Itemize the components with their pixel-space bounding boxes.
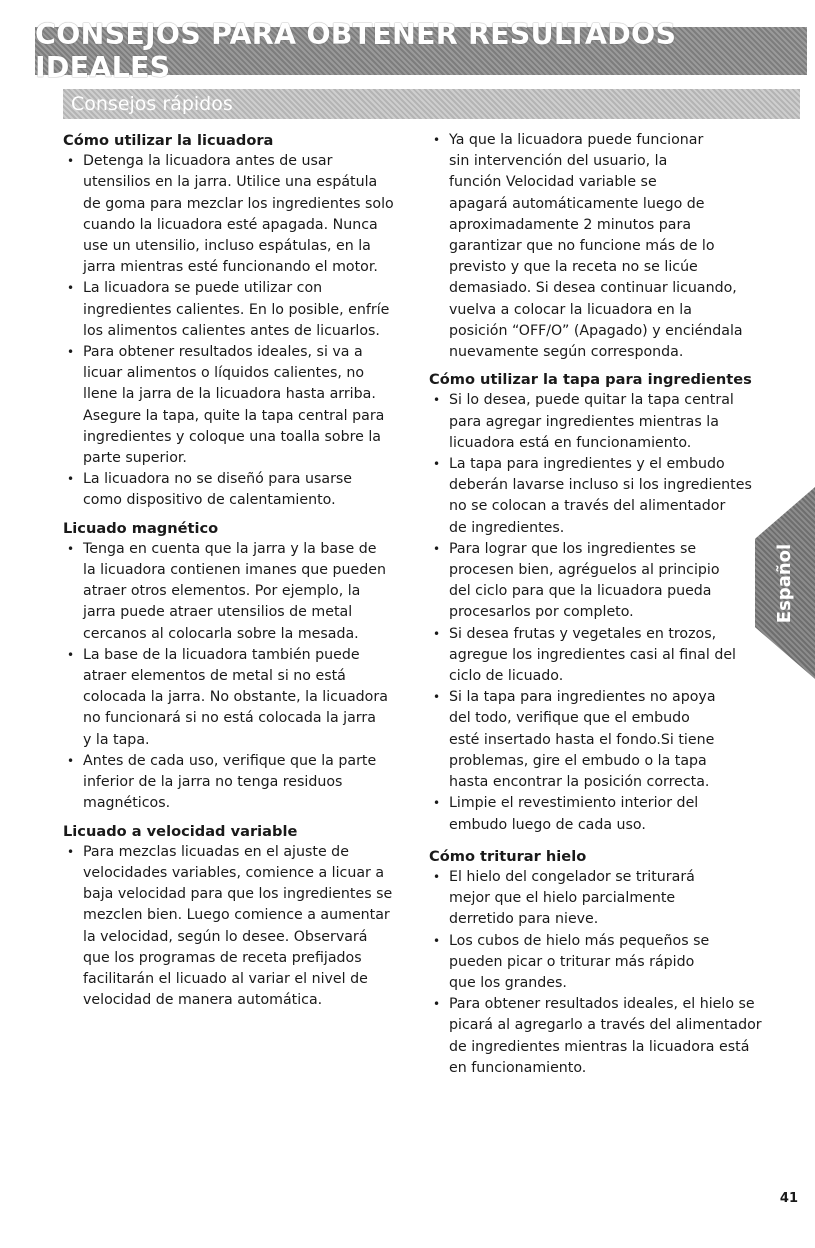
section-crush-ice xyxy=(429,846,774,1079)
section-magnetic-blending xyxy=(63,518,408,815)
list-item: • Si la tapa para ingredientes no apoya del todo, verifique que el embudo esté insertado hasta el fondo.Si tiene problemas, gire el embudo o la tapa hasta encontrar la posición correcta. xyxy=(429,687,774,793)
list-item: • Tenga en cuenta que la jarra y la base de la licuadora contienen imanes que pueden atraer otros elementos. Por ejemplo, la jarra puede atraer utensilios de metal cercanos al colocarla sobre la mesada. xyxy=(63,539,408,645)
section-heading: Cómo triturar hielo xyxy=(429,847,587,865)
page-title: CONSEJOS PARA OBTENER RESULTADOS IDEALES xyxy=(35,18,677,84)
left-column xyxy=(63,130,408,1017)
list-item: • Los cubos de hielo más pequeños se pueden picar o triturar más rápido que los grandes. xyxy=(429,931,774,995)
section-heading: Licuado magnético xyxy=(63,519,219,537)
bullet-list xyxy=(63,539,408,815)
language-tab-label-wrap xyxy=(758,487,812,679)
section-heading: Cómo utilizar la licuadora xyxy=(63,132,274,149)
section-variable-speed xyxy=(63,821,408,1012)
list-item: • La tapa para ingredientes y el embudo deberán lavarse incluso si los ingredientes no se colocan a través del alimentador de ingredientes. xyxy=(429,454,774,539)
section-banner xyxy=(63,89,800,119)
list-item: • La licuadora se puede utilizar con ingredientes calientes. En lo posible, enfríe los alimentos calientes antes de licuarlos. xyxy=(63,278,408,342)
list-item: • La licuadora no se diseñó para usarse como dispositivo de calentamiento. xyxy=(63,469,408,511)
page-number: 41 xyxy=(779,1191,798,1206)
bullet-list xyxy=(429,390,774,835)
section-title: Consejos rápidos xyxy=(71,93,233,115)
list-item: • Para mezclas licuadas en el ajuste de velocidades variables, comience a licuar a baja velocidad para que los ingredientes se mezclen bien. Luego comience a aumentar la velocidad, según lo desee. Observará que los programas de receta prefijados facilitarán el licuado al variar el nivel de velocidad de manera automática. xyxy=(63,842,408,1012)
bullet-list xyxy=(429,130,774,363)
section-variable-speed-continued xyxy=(429,130,774,363)
list-item: • La base de la licuadora también puede atraer elementos de metal si no está colocada la jarra. No obstante, la licuadora no funcionará si no está colocada la jarra y la tapa. xyxy=(63,645,408,751)
language-tab-label: Español xyxy=(774,543,796,623)
bullet-list xyxy=(63,842,408,1012)
section-heading: Cómo utilizar la tapa para ingredientes xyxy=(429,371,752,389)
title-banner xyxy=(35,18,807,84)
list-item: • Si desea frutas y vegetales en trozos, agregue los ingredientes casi al final del ciclo de licuado. xyxy=(429,624,774,688)
list-item: • Antes de cada uso, verifique que la parte inferior de la jarra no tenga residuos magnéticos. xyxy=(63,751,408,815)
list-item: • Detenga la licuadora antes de usar utensilios en la jarra. Utilice una espátula de goma para mezclar los ingredientes solo cuando la licuadora esté apagada. Nunca use un utensilio, incluso espátulas, en la jarra mientras esté funcionando el motor. xyxy=(63,151,408,278)
bullet-list xyxy=(429,867,774,1079)
section-how-to-use-blender xyxy=(63,130,408,512)
bullet-list xyxy=(63,151,408,511)
section-ingredient-lid xyxy=(429,369,774,835)
list-item: • El hielo del congelador se triturará mejor que el hielo parcialmente derretido para nieve. xyxy=(429,867,774,931)
list-item: • Limpie el revestimiento interior del embudo luego de cada uso. xyxy=(429,793,774,835)
list-item: • Ya que la licuadora puede funcionar sin intervención del usuario, la función Velocidad variable se apagará automáticamente luego de aproximadamente 2 minutos para garantizar que no funcione más de lo previsto y que la receta no se licúe demasiado. Si desea continuar licuando, vuelva a colocar la licuadora en la posición “OFF/O” (Apagado) y enciéndala nuevamente según corresponda. xyxy=(429,130,774,363)
section-heading: Licuado a velocidad variable xyxy=(63,822,298,840)
list-item: • Para obtener resultados ideales, el hielo se picará al agregarlo a través del alimentador de ingredientes mientras la licuadora está en funcionamiento. xyxy=(429,994,774,1079)
list-item: • Si lo desea, puede quitar la tapa central para agregar ingredientes mientras la licuadora está en funcionamiento. xyxy=(429,390,774,454)
right-column xyxy=(429,130,774,1085)
list-item: • Para lograr que los ingredientes se procesen bien, agréguelos al principio del ciclo para que la licuadora pueda procesarlos por completo. xyxy=(429,539,774,624)
list-item: • Para obtener resultados ideales, si va a licuar alimentos o líquidos calientes, no llene la jarra de la licuadora hasta arriba. Asegure la tapa, quite la tapa central para ingredientes y coloque una toalla sobre la parte superior. xyxy=(63,342,408,469)
